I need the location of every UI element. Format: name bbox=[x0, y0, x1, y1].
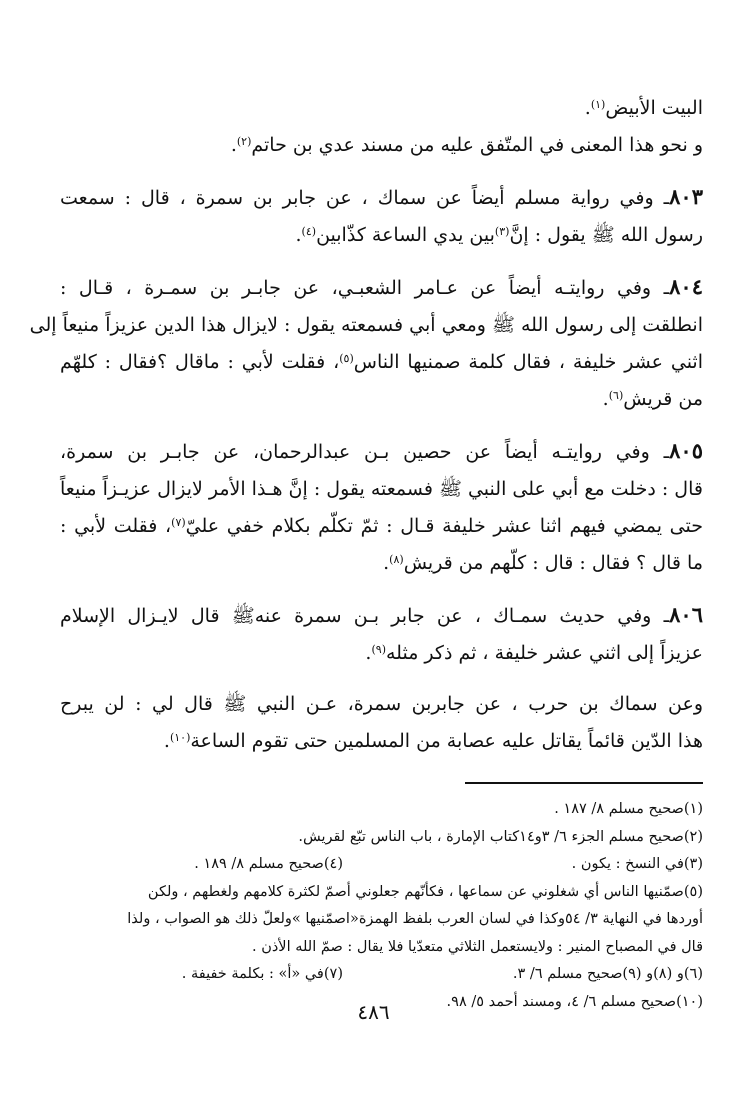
footnote: (٤)صحيح مسلم ٨/ ١٨٩ . bbox=[194, 856, 343, 872]
footnote-ref[interactable]: (٢) bbox=[236, 135, 252, 148]
footnote: (٢)صحيح مسلم الجزء ٦/ ٣و١٤كتاب الإمارة ، باب الناس تبّع لقريش. bbox=[298, 828, 703, 845]
page-number: ٤٨٦ bbox=[357, 1000, 390, 1024]
text-line: قال : دخلت مع أبي على النبي ﷺ فسمعته يقول : إنَّ هـذا الأمر لايزال عزيـزاً منيعاً bbox=[60, 478, 703, 500]
footnote-divider bbox=[465, 782, 703, 784]
text-line: اثني عشر خليفة ، فقال كلمة صمنيها الناس$^{(٥)}$، فقلت لأبي : ماقال ؟فقال : كلهّم bbox=[60, 351, 703, 373]
footnote: (٦)و (٨)و (٩)صحيح مسلم ٦/ ٣. bbox=[512, 966, 703, 982]
footnote-ref[interactable]: (٨) bbox=[389, 553, 404, 566]
footnote-row bbox=[60, 851, 703, 879]
footnote-ref[interactable]: (٣) bbox=[494, 225, 510, 238]
footnote-ref[interactable]: (٧) bbox=[171, 516, 186, 529]
paragraph bbox=[60, 90, 703, 164]
text-line: ٨٠٥ـ وفي روايتـه أيضاً عن حصين بـن عبدالرحمان، عن جابـر بن سمرة، bbox=[60, 438, 703, 463]
text-line: رسول الله ﷺ يقول : إنَّ$^{(٣)}$بين يدي الساعة كذّابين$^{(٤)}$. bbox=[295, 224, 703, 246]
text-line: من قريش$^{(٦)}$. bbox=[602, 388, 703, 410]
text-line: وعن سماك بن حرب ، عن جابربن سمرة، عـن النبي ﷺ قال لي : لن يبرح bbox=[60, 693, 703, 715]
text-line: عزيزاً إلى اثني عشر خليفة ، ثم ذكر مثله$^{(٩)}$. bbox=[365, 642, 703, 664]
text-line: حتى يمضي فيهم اثنا عشر خليفة قـال : ثمّ تكلّم بكلام خفي عليّ$^{(٧)}$، فقلت لأبي : bbox=[60, 515, 703, 537]
footnote-ref[interactable]: (١٠) bbox=[169, 731, 191, 744]
footnote: (٥)صمّنيها الناس أي شغلوني عن سماعها ، فكأنّهم جعلوني أصمّ لكثرة كلامهم ولغطهم ، ولكن bbox=[147, 883, 703, 900]
footnote: (١)صحيح مسلم ٨/ ١٨٧ . bbox=[554, 801, 703, 817]
footnote-ref[interactable]: (٩) bbox=[371, 643, 386, 656]
footnote-row bbox=[60, 961, 703, 989]
hadith-paragraph bbox=[60, 432, 703, 582]
footnote-ref[interactable]: (١) bbox=[590, 98, 606, 111]
text-line: ٨٠٦ـ وفي حديث سمـاك ، عن جابر بـن سمرة عنهﷺ قال لايـزال الإسلام bbox=[60, 602, 703, 627]
hadith-paragraph bbox=[60, 596, 703, 672]
hadith-number: ٨٠٣ bbox=[669, 184, 703, 209]
text-line: ٨٠٣ـ وفي رواية مسلم أيضاً عن سماك ، عن جابر بن سمرة ، قال : سمعت bbox=[60, 184, 703, 209]
footnote: قال في المصباح المنير : ولايستعمل الثلاثي متعدّيا فلا يقال : صمّ الله الأذن . bbox=[251, 938, 703, 955]
footnotes bbox=[60, 796, 703, 1016]
hadith-number: ٨٠٥ bbox=[669, 438, 703, 463]
footnote-ref[interactable]: (٦) bbox=[608, 389, 624, 402]
hadith-paragraph bbox=[29, 268, 703, 418]
text-line: انطلقت إلى رسول الله ﷺ ومعي أبي فسمعته يقول : لايزال هذا الدين عزيزاً منيعاً إلى bbox=[29, 314, 703, 336]
text-line: ما قال ؟ فقال : قال : كلّهم من قريش$^{(٨)}$. bbox=[383, 552, 703, 574]
paragraph bbox=[60, 686, 703, 760]
footnote: أوردها في النهاية ٣/ ٥٤وكذا في لسان العرب بلفظ الهمزة«اصمّنيها »ولعلّ ذلك هو الصواب ، ولذا bbox=[127, 911, 703, 927]
text-line: و نحو هذا المعنى في المتّفق عليه من مسند عدي بن حاتم$^{(٢)}$. bbox=[230, 134, 703, 156]
footnote: (٧)في «أ» : بكلمة خفيفة . bbox=[181, 966, 343, 982]
footnote-ref[interactable]: (٥) bbox=[339, 352, 354, 365]
footnote: (٣)في النسخ : يكون . bbox=[571, 856, 703, 872]
hadith-number: ٨٠٦ bbox=[669, 602, 703, 627]
text-line: هذا الدّين قائماً يقاتل عليه عصابة من المسلمين حتى تقوم الساعة$^{(١٠)}$. bbox=[163, 730, 703, 752]
text-line: البيت الأبيض$^{(١)}$. bbox=[584, 97, 703, 119]
footnote-ref[interactable]: (٤) bbox=[301, 225, 317, 238]
footnote: (١٠)صحيح مسلم ٦/ ٤، ومسند أحمد ٥/ ٩٨. bbox=[446, 993, 703, 1010]
hadith-paragraph bbox=[60, 178, 703, 254]
hadith-number: ٨٠٤ bbox=[669, 274, 703, 299]
text-line: ٨٠٤ـ وفي روايتـه أيضاً عن عـامر الشعبـي، عن جابـر بن سمـرة ، قـال : bbox=[60, 274, 703, 299]
main-text bbox=[29, 90, 703, 760]
